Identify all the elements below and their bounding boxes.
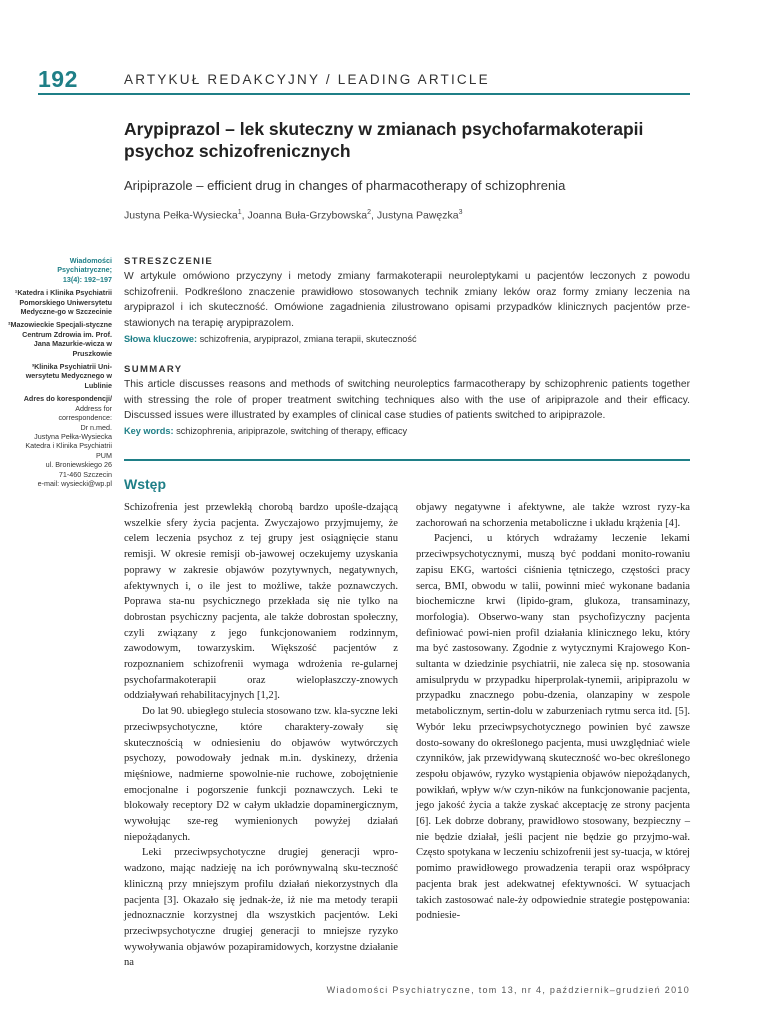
body-paragraph: Schizofrenia jest przewlekłą chorobą bardzo upośle-dzającą wszelkie sfery życia pacjenta. Zwyczajowo przyjmujemy, że celem leczenia psychoz z tej grupy jest osiągnięcie stanu remisji. W okresie remisji ob-jawowej oczekujemy uzyskania poprawy w zakresie objawów pozytywnych, negatywnych, afektywnych i, o ile jest to możliwe, także poznawczych. Poprawa sta-nu psychicznego przekłada się nie tylko na dobrostan psychiczny pacjenta, ale także dobrostan społeczny, czyli związany z jego funkcjonowaniem rodzinnym, zawodowym, towarzyskim. Większość pacjentów z rozpoznaniem schizofrenii wymaga wdrożenia re-gularnej psychofarmakoterapii oraz wielopłaszczy-znowych oddziaływań rehabilitacyjnych [1,2]. bbox=[124, 502, 398, 702]
affiliation: ¹Katedra i Klinika Psychiatrii Pomorskiego Uniwersytetu Medyczne-go w Szczecinie bbox=[14, 288, 112, 317]
article-title-pl: Arypiprazol – lek skuteczny w zmianach psychofarmakoterapii psychoz schizofrenicznych bbox=[124, 119, 644, 161]
section-label: ARTYKUŁ REDAKCYJNY / LEADING ARTICLE bbox=[124, 72, 490, 87]
correspondence-line: Address for bbox=[75, 403, 112, 413]
affiliation: ³Klinika Psychiatrii Uni-wersytetu Medycznego w Lublinie bbox=[25, 362, 112, 390]
journal-line: 13(4): 192–197 bbox=[62, 274, 112, 284]
author-affiliation-mark: 1 bbox=[237, 209, 242, 216]
body-paragraph: Leki przeciwpsychotyczne drugiej generacji wpro-wadzono, mając nadzieję na ich porównywalną sku-teczność kliniczną przy mniejszym profilu działań niekorzystnych dla pacjenta [3]. Okazało się jednak-że, iż nie ma metody terapii jednoznacznie korzystnej dla wszystkich pacjentów. Leki przeciwpsychotyczne drugiej generacji to mniejsze ryzyko wywoływania objawów pozapiramidowych, korzystne działanie na bbox=[124, 847, 398, 969]
journal-line: Wiadomości bbox=[69, 256, 112, 265]
correspondence-line: ul. Broniewskiego 26 bbox=[45, 460, 112, 470]
abstract-pl-heading: STRESZCZENIE bbox=[124, 256, 214, 267]
correspondence-line: Dr n.med. bbox=[80, 422, 112, 432]
article-title-en: Aripiprazole – efficient drug in changes of pharmacotherapy of schizophrenia bbox=[124, 178, 566, 193]
body-column-left bbox=[124, 500, 398, 971]
abstract-en-heading: SUMMARY bbox=[124, 364, 183, 375]
page-number: 192 bbox=[38, 66, 78, 92]
abstract-en-text: This article discusses reasons and methods of switching neuroleptics farmacotherapy by schizophrenic patients together with stressing the role of proper treatment switching techniques also with the use of aripiprazole and their efficacy. Discussed issues were illustrated by examples of clinical case studies of patients switched to aripiprazole. bbox=[124, 379, 690, 421]
keywords-en-values: schizophrenia, aripiprazole, switching of therapy, efficacy bbox=[176, 426, 408, 436]
correspondence-line: Justyna Pełka-Wysiecka bbox=[34, 431, 112, 441]
author-list: Justyna Pełka-Wysiecka$^1$, Joanna Buła-Grzybowska$^2$, Justyna Pawęzka$^3$ bbox=[124, 209, 463, 222]
keywords-pl bbox=[124, 334, 690, 344]
keywords-pl-label: Słowa kluczowe: bbox=[124, 334, 198, 344]
page-footer: Wiadomości Psychiatryczne, tom 13, nr 4, październik–grudzień 2010 bbox=[326, 985, 690, 995]
keywords-en-label: Key words: bbox=[124, 426, 174, 436]
author-name: Joanna Buła-Grzybowska bbox=[247, 209, 368, 222]
keywords-en bbox=[124, 426, 690, 436]
correspondence-line: PUM bbox=[96, 450, 112, 460]
sidebar-metadata bbox=[8, 256, 112, 488]
author-affiliation-mark: 2 bbox=[367, 209, 372, 216]
body-paragraph: objawy negatywne i afektywne, ale także wzrost ryzy-ka zachorowań na schorzenia metaboliczne i układu krążenia [4]. bbox=[416, 502, 690, 529]
body-paragraph: Pacjenci, u których wdrażamy leczenie lekami przeciwpsychotycznymi, muszą być poddani monito-rowaniu zapisu EKG, wartości ciśnienia tętniczego, częstości pracy serca, BMI, obwodu w talii, powinni mieć wykonane badania biochemiczne krwi (lipido-gram, glukoza, transaminazy, morfologia). Obserwo-wany stan psychofizyczny pacjenta definiować powi-nien profil działania klinicznego leku, który ma być zastosowany. Zgodnie z wytycznymi Krajowego Kon-sultanta w dziedzinie psychiatrii, nie zaleca się np. stosowania amisulprydu w przypadku hiperprolak-tynemii, aripiprazolu w przypadku znacznego pobu-dzenia, olanzapiny w zespole metabolicznym, sertin-dolu w zaburzeniach rytmu serca itd. [5]. Wybór leku przeciwpsychotycznego powinien być zawsze dosto-sowany do określonego pacjenta, musi uwzględniać wiele czynników, jak przewidywaną skuteczność wo-bec określonego zespołu objawów, ryzyko wystąpienia objawów niepożądanych, powikłań, wpływ w/w czyn-ników na funkcjonowanie pacjenta, jego jakość życia a także zyskać akceptację ze strony pacjenta [6]. Lek dobrze dobrany, prawidłowo stosowany, bezpieczny – nie będzie działał, jeśli pacjent nie będzie go przyjmo-wał. Często spotykana w leczeniu schizofrenii jest sy-tuacja, w której pomimo prawidłowego prowadzenia terapii oraz współpracy pacjenta brak jest adekwatnej efektywności. W sytuacjach takich zastosować nale-ży odpowiednie strategie postępowania: podniesie- bbox=[416, 533, 690, 922]
correspondence-line: Katedra i Klinika Psychiatrii bbox=[25, 441, 112, 451]
body-column-right bbox=[416, 500, 690, 924]
section-heading: Wstęp bbox=[124, 476, 166, 492]
correspondence-line: correspondence: bbox=[58, 413, 112, 423]
journal-line: Psychiatryczne; bbox=[57, 265, 112, 275]
body-paragraph: Do lat 90. ubiegłego stulecia stosowano tzw. kla-syczne leki przeciwpsychotyczne, które charaktery-zowały się skutecznością w odniesieniu do objawów wytwórczych psychozy, powodowały jednak m.in. dyskinezy, drżenia mięśniowe, nadmierne spowolnie-nie ruchowe, zobojętnienie emocjonalne i pogorszenie funkcji poznawczych. Leki te blokowały receptory D2 w całym układzie dopaminergicznym, wywołując sze-reg wymienionych powyżej działań niepożądanych. bbox=[124, 706, 398, 843]
keywords-pl-values: schizofrenia, arypiprazol, zmiana terapii, skuteczność bbox=[199, 334, 417, 344]
affiliation: ²Mazowieckie Specjali-styczne Centrum Zdrowia im. Prof. Jana Mazurkie-wicza w Pruszkowie bbox=[8, 320, 112, 358]
author-name: Justyna Pełka-Wysiecka bbox=[124, 209, 238, 222]
author-name: Justyna Pawęzka bbox=[376, 209, 459, 222]
correspondence-email: e-mail: wysiecki@wp.pl bbox=[37, 478, 112, 488]
header-divider bbox=[38, 93, 690, 95]
journal-citation bbox=[8, 256, 112, 284]
correspondence-heading: Adres do korespondencji/ bbox=[23, 394, 112, 404]
author-affiliation-mark: 3 bbox=[458, 209, 463, 216]
abstract-divider bbox=[124, 459, 690, 461]
correspondence-line: 71-460 Szczecin bbox=[58, 469, 112, 479]
abstract-pl-text: W artykule omówiono przyczyny i metody zmiany farmakoterapii neuroleptykami u pacjentów leczonych z powodu schizofrenii. Podkreślono znaczenie prawidłowo stosowanych technik zmiany leków oraz formy zmiany leczenia na arypiprazol i ich skuteczność. Omówione zagadnienia zilustrowano opisami przypadków klinicznych pacjentów prze-stawionych na terapię arypiprazolem. bbox=[124, 271, 690, 329]
